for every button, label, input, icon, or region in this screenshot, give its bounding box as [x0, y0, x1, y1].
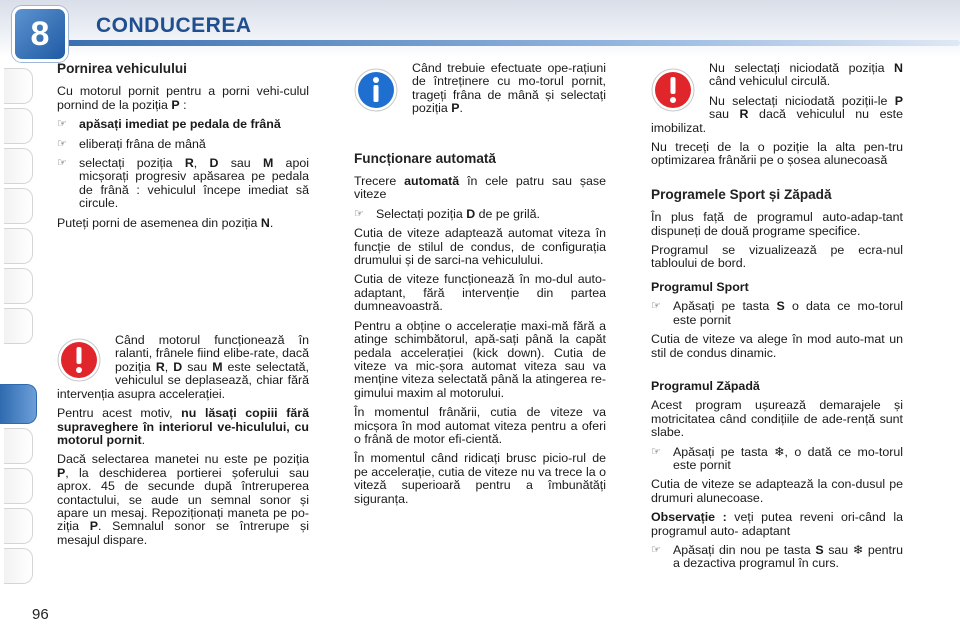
section-title-programs: Programele Sport și Zăpadă [651, 186, 832, 202]
chapter-number-badge [12, 6, 68, 62]
hand-pointer-icon: ☞ [57, 118, 67, 131]
subsection-title-sport: Programul Sport [651, 279, 749, 294]
paragraph: Când motorul funcționează în ralanti, frânele fiind elibe-rate, dacă poziția R, D sau M este selectată, vehiculul se deplasează, chiar fără intervenția asupra accelerației. [57, 333, 309, 401]
chapter-tab[interactable] [4, 508, 33, 544]
info-icon [354, 68, 398, 112]
hand-pointer-icon: ☞ [354, 207, 364, 220]
column-starting [57, 62, 309, 553]
list-item: ☞ Apăsați din nou pe tasta S sau ❄ pentru a dezactiva programul în curs. [651, 542, 903, 571]
chapter-tab[interactable] [4, 148, 33, 184]
paragraph: Nu selectați niciodată poziții-le P sau R dacă vehiculul nu este imobilizat. [651, 93, 904, 135]
chapter-tab[interactable] [4, 228, 33, 264]
chapter-tab-strip [0, 60, 40, 580]
header-rule [60, 40, 960, 46]
chapter-tab[interactable] [4, 548, 33, 584]
paragraph: Cutia de viteze adaptează automat viteza în funcție de stilul de condus, de configurația drumului și de sarci-na vehiculului. [354, 226, 606, 268]
section-title-automatic: Funcționare automată [354, 150, 496, 166]
paragraph: Cu motorul pornit pentru a porni vehi-culul pornind de la poziția P : [57, 84, 309, 112]
chapter-tab[interactable] [4, 68, 33, 104]
hand-pointer-icon: ☞ [57, 137, 67, 150]
list-item: ☞ Apăsați pe tasta ❄, o dată ce mo-torul este pornit [651, 444, 903, 472]
warning-exclamation-icon [651, 68, 695, 112]
paragraph: Acest program ușurează demarajele și motricitatea când condițiile de ade-rență sunt slabe. [651, 398, 903, 440]
chapter-tab[interactable] [4, 268, 33, 304]
paragraph: Puteți porni de asemenea din poziția N. [57, 215, 274, 230]
paragraph: Când trebuie efectuate ope-rațiuni de întreținere cu mo-torul pornit, trageți frâna de mână și selectați poziția P. [412, 61, 606, 116]
chapter-tab[interactable] [4, 428, 33, 464]
paragraph: Cutia de viteze funcționează în mo-dul auto-adaptant, fără intervenție din partea dumneavoastră. [354, 272, 606, 314]
hand-pointer-icon: ☞ [651, 445, 661, 458]
chapter-tab[interactable] [4, 308, 33, 344]
column-automatic [354, 62, 606, 512]
list-item: ☞ apăsați imediat pe pedala de frână [57, 117, 281, 132]
paragraph: Cutia de viteze va alege în mod auto-mat un stil de condus dinamic. [651, 332, 903, 360]
paragraph: În plus față de programul auto-adap-tant dispuneți de două programe specifice. [651, 210, 903, 238]
subsection-title-snow: Programul Zăpadă [651, 378, 760, 393]
list-item: ☞ eliberați frâna de mână [57, 136, 206, 151]
hand-pointer-icon: ☞ [57, 157, 67, 170]
paragraph: În momentul frânării, cutia de viteze va micșora în mod automat viteza pentru a oferi o frână de motor efi-cientă. [354, 405, 606, 446]
paragraph: Trecere automată în cele patru sau șase viteze [354, 174, 606, 202]
list-item: ☞ selectați poziția R, D sau M apoi micșorați progresiv apăsarea pe pedala de frână : vehiculul începe imediat să circule. [57, 156, 309, 211]
hand-pointer-icon: ☞ [651, 300, 661, 313]
paragraph: Nu selectați niciodată poziția N când vehiculul circulă. [709, 61, 903, 89]
chapter-tab-active[interactable] [0, 384, 37, 424]
snowflake-icon: ❄ [774, 444, 785, 459]
chapter-tab[interactable] [4, 468, 33, 504]
list-item: ☞ Apăsați pe tasta S o data ce mo-torul este pornit [651, 299, 903, 327]
chapter-title: CONDUCEREA [96, 14, 252, 37]
hand-pointer-icon: ☞ [651, 543, 661, 556]
snowflake-icon: ❄ [852, 542, 864, 557]
chapter-number: 8 [30, 14, 50, 53]
paragraph: Pentru acest motiv, nu lăsați copiii fără supraveghere în interiorul ve-hiculului, cu motorul pornit. [57, 406, 309, 447]
paragraph: Nu treceți de la o poziție la alta pen-tru optimizarea frânării pe o șosea alunecoasă [651, 140, 903, 168]
paragraph: Programul se vizualizează pe ecra-nul tabloului de bord. [651, 243, 903, 271]
column-programs [651, 62, 903, 577]
chapter-tab[interactable] [4, 188, 33, 224]
warning-exclamation-icon [57, 338, 101, 382]
paragraph: Cutia de viteze se adaptează la con-dusul pe drumuri alunecoase. [651, 477, 903, 505]
paragraph: Observație : veți putea reveni ori-când la programul auto- adaptant [651, 510, 903, 538]
page-number: 96 [32, 606, 49, 623]
section-title-starting: Pornirea vehiculului [57, 61, 187, 76]
paragraph: Pentru a obține o accelerație maxi-mă fără a atinge schimbătorul, apă-sați până la capăt pedala accelerației (kick down). Cutia de viteze va mic-șora automat viteza sau va menține viteza selectată până la atingerea re-gimului maxim al motorului. [354, 318, 606, 400]
paragraph: Dacă selectarea manetei nu este pe poziția P, la deschiderea portierei șoferului sau aprox. 45 de secunde după întreruperea contactului, se aude un semnal sonor și apare un mesaj. Repoziționați maneta pe po-ziția P. Semnalul sonor se întrerupe și mesajul dispare. [57, 452, 309, 547]
list-item: ☞ Selectați poziția D de pe grilă. [354, 206, 540, 221]
chapter-tab[interactable] [4, 108, 33, 144]
paragraph: În momentul când ridicați brusc picio-rul de pe accelerație, cutia de viteze nu va trece la o viteză superioară pentru a îmbunătăți siguranța. [354, 451, 606, 506]
